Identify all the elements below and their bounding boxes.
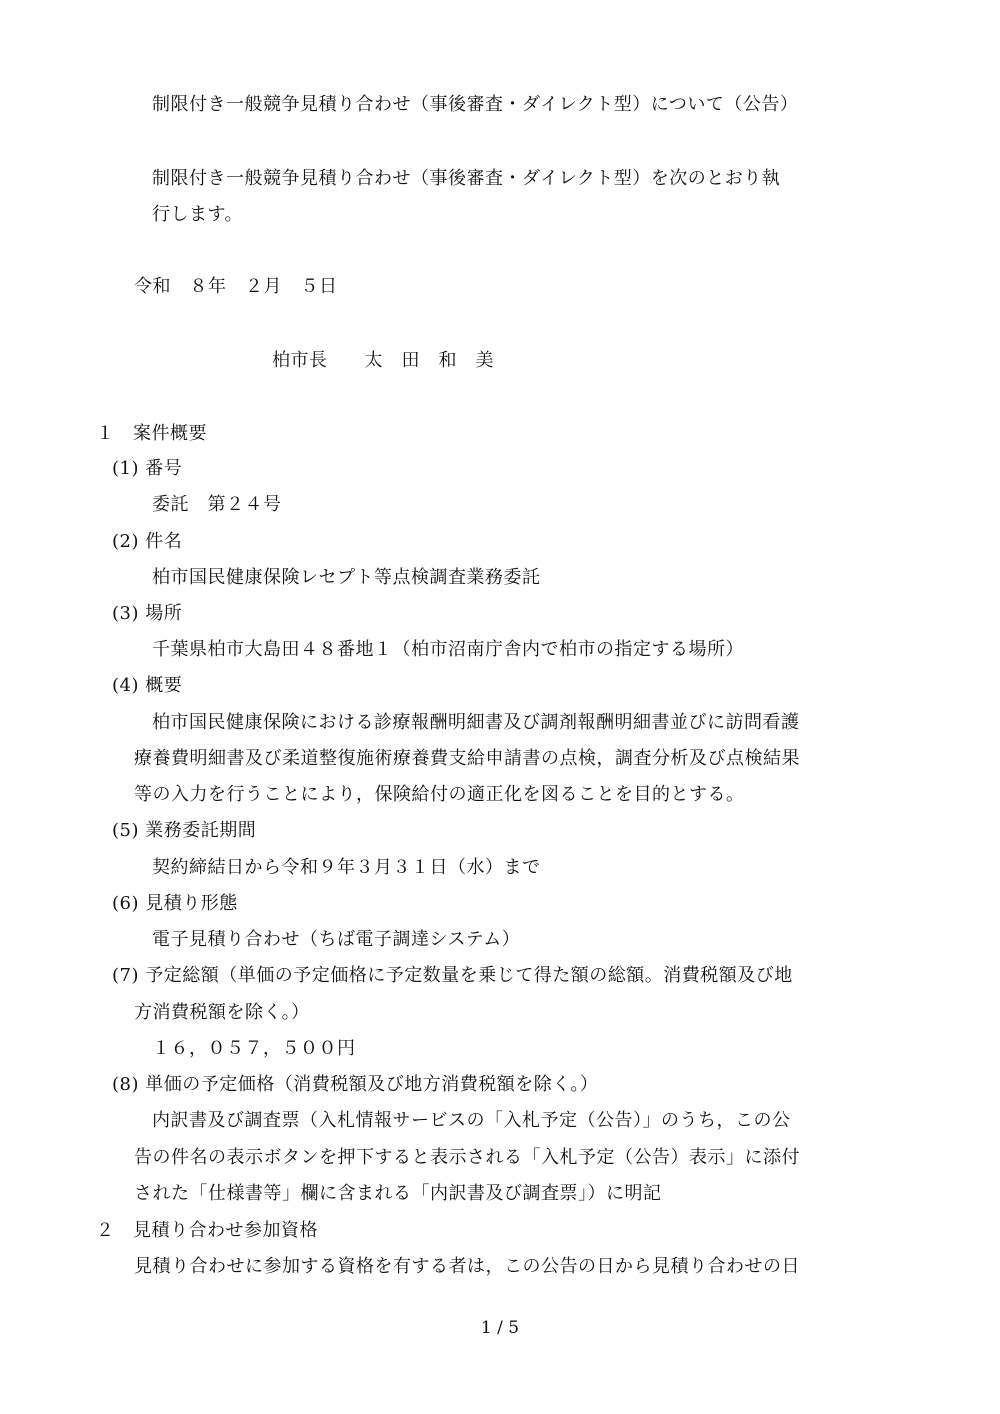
item-8-line-2: 告の件名の表示ボタンを押下すると表示される「入札予定（公告）表示」に添付 (134, 1147, 800, 1168)
signature: 柏市長 太 田 和 美 (272, 350, 494, 371)
item-8-label: (8) 単価の予定価格（消費税額及び地方消費税額を除く。） (112, 1074, 599, 1095)
item-1-value: 委託 第２４号 (152, 494, 282, 515)
section-2-line-1: 見積り合わせに参加する資格を有する者は，この公告の日から見積り合わせの日 (134, 1256, 800, 1277)
item-6-label: (6) 見積り形態 (112, 893, 238, 914)
item-7-label: (7) 予定総額（単価の予定価格に予定数量を乗じて得た額の総額。消費税額及び地 (112, 965, 793, 986)
item-2-label: (2) 件名 (112, 531, 183, 552)
item-1-label: (1) 番号 (112, 458, 183, 479)
item-4-line-3: 等の入力を行うことにより，保険給付の適正化を図ることを目的とする。 (134, 784, 745, 805)
page-number: 1 / 5 (480, 1318, 520, 1338)
intro-line-2: 行します。 (152, 204, 244, 225)
item-5-value: 契約締結日から令和９年３月３１日（水）まで (152, 857, 541, 878)
item-8-line-3: された「仕様書等」欄に含まれる「内訳書及び調査票」）に明記 (134, 1183, 662, 1204)
item-8-line-1: 内訳書及び調査票（入札情報サービスの「入札予定（公告）」のうち，この公 (152, 1110, 791, 1131)
item-2-value: 柏市国民健康保険レセプト等点検調査業務委託 (152, 567, 541, 588)
section-2-heading: ２ 見積り合わせ参加資格 (96, 1220, 318, 1241)
section-1-heading: １ 案件概要 (96, 423, 207, 444)
item-4-label: (4) 概要 (112, 675, 183, 696)
notice-date: 令和 ８年 ２月 ５日 (134, 276, 338, 297)
intro-line-1: 制限付き一般競争見積り合わせ（事後審査・ダイレクト型）を次のとおり執 (152, 168, 781, 189)
item-4-line-2: 療養費明細書及び柔道整復施術療養費支給申請書の点検，調査分析及び点検結果 (134, 748, 800, 769)
item-3-label: (3) 場所 (112, 603, 183, 624)
item-6-value: 電子見積り合わせ（ちば電子調達システム） (152, 929, 521, 950)
item-3-value: 千葉県柏市大島田４８番地１（柏市沼南庁舎内で柏市の指定する場所） (152, 639, 744, 660)
item-4-line-1: 柏市国民健康保険における診療報酬明細書及び調剤報酬明細書並びに訪問看護 (152, 712, 800, 733)
item-7-amount: １６，０５７，５００円 (152, 1038, 356, 1059)
document-title: 制限付き一般競争見積り合わせ（事後審査・ダイレクト型）について（公告） (152, 94, 799, 115)
item-5-label: (5) 業務委託期間 (112, 820, 257, 841)
item-7-line-1: 方消費税額を除く。） (134, 1002, 310, 1023)
